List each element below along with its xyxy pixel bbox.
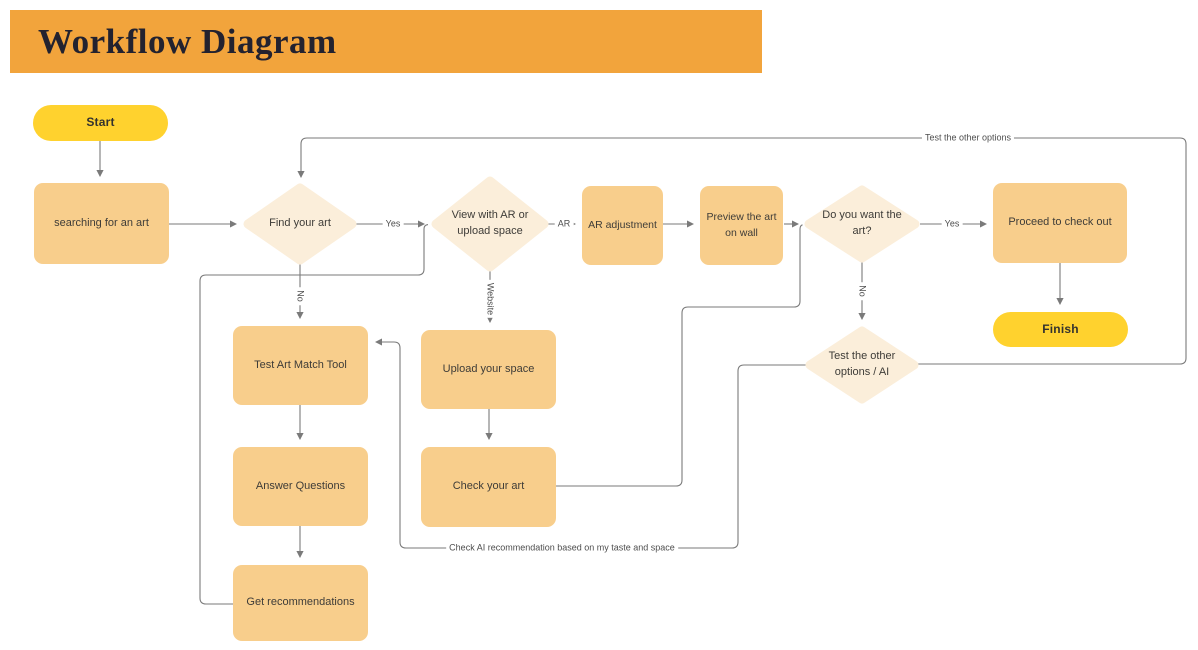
finish-node: Finish <box>993 312 1128 347</box>
edge-label-check-ai: Check AI recommendation based on my taste and space <box>446 543 678 554</box>
view-ar-label: View with AR or upload space <box>451 209 529 237</box>
find-art-label: Find your art <box>269 217 331 230</box>
start-node: Start <box>33 105 168 141</box>
test-art-match-node: Test Art Match Tool <box>233 326 368 405</box>
edge-label-ar: AR <box>555 219 574 230</box>
answer-questions-node: Answer Questions <box>233 447 368 526</box>
test-other-label: Test the other options / AI <box>828 350 896 378</box>
edge-label-want-yes: Yes <box>942 219 963 230</box>
edge-label-find-no: No <box>295 287 306 305</box>
checkout-node: Proceed to check out <box>993 183 1127 263</box>
want-art-label: Do you want the art? <box>822 209 902 237</box>
edge-label-find-yes: Yes <box>383 219 404 230</box>
page-title: Workflow Diagram <box>38 21 337 61</box>
edge-label-website: Website <box>485 280 496 318</box>
get-recommendations-node: Get recommendations <box>233 565 368 641</box>
edge-label-loop-top: Test the other options <box>922 133 1014 144</box>
preview-wall-node: Preview the art on wall <box>700 186 783 265</box>
check-art-node: Check your art <box>421 447 556 527</box>
edge-recommend-to-view-ar <box>200 225 428 604</box>
searching-node: searching for an art <box>34 183 169 264</box>
ar-adjustment-node: AR adjustment <box>582 186 663 265</box>
edge-label-want-no: No <box>857 282 868 300</box>
upload-space-node: Upload your space <box>421 330 556 409</box>
